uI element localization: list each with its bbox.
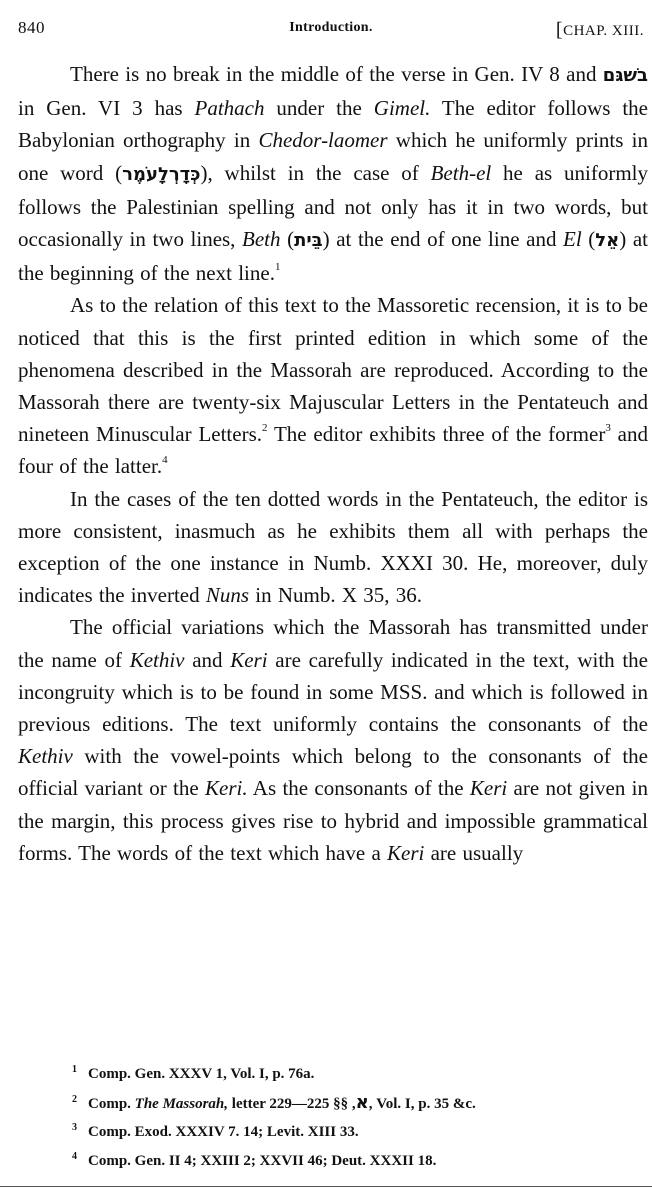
footnote-3: 3 Comp. Exod. XXXIV 7. 14; Levit. XIII 33. — [72, 1122, 359, 1140]
text-run: The official variations which the Massorah has transmitted under the name of — [18, 615, 648, 672]
text-run: There is no break in the middle of the verse in Gen. IV 8 and — [70, 62, 603, 86]
paragraph-3 — [18, 483, 648, 612]
text-run: The editor exhibits three of the former — [267, 422, 606, 447]
footnote-italic-title: The Massorah, — [134, 1095, 229, 1112]
paragraph-1 — [18, 58, 648, 289]
footnote-ref-1[interactable]: 1 — [274, 261, 281, 274]
text-run: under the — [264, 96, 374, 121]
footnote-text: Comp. Exod. XXXIV 7. 14; Levit. XIII 33. — [88, 1124, 359, 1140]
footnote-text: Comp. Gen. XXXV 1, Vol. I, p. 76a. — [88, 1066, 315, 1082]
text-run: in Gen. VI 3 has — [18, 96, 195, 121]
italic-term-chedor-laomer: Chedor-laomer — [258, 128, 388, 153]
footnote-ref-2[interactable]: 2 — [262, 422, 268, 435]
footnotes — [72, 1060, 632, 1175]
text-run: in Numb. X 35, 36. — [249, 583, 423, 608]
footnote-1: 1 Comp. Gen. XXXV 1, Vol. I, p. 76a. — [72, 1064, 315, 1082]
text-run: ( — [280, 227, 295, 252]
page-number: 840 — [18, 18, 45, 37]
italic-term-kethiv: Kethiv — [18, 744, 73, 769]
paragraph-4 — [18, 611, 648, 869]
text-run: and four of the latter. — [18, 422, 648, 479]
italic-term-keri: Keri — [469, 776, 508, 801]
text-run: he as uniformly follows the Palestinian spelling and not only has it in two words, but occasionally in two lines, — [18, 160, 648, 252]
italic-term-el: El — [563, 227, 582, 252]
footnote-text: , §§ 225—229, Vol. I, p. 35 &c. — [269, 1095, 476, 1112]
text-run: ) at the end of one line and — [322, 227, 564, 252]
italic-term-keri: Keri — [387, 840, 425, 865]
text-run: are usually — [424, 840, 524, 865]
text-run: In the cases of the ten dotted words in the Pentateuch, the editor is more consistent, inasmuch as he exhibits them all with perhaps the exception of the one instance in Numb. XXXI 30. He, moreover, duly indicates the inverted — [18, 486, 648, 608]
italic-term-nuns: Nuns — [205, 583, 250, 608]
italic-term-beth-el: Beth-el — [430, 160, 492, 185]
footnote-text: letter — [228, 1095, 270, 1112]
hebrew-word-chedorlaomer: כְּדָרְלָעֹמֶר — [122, 163, 201, 185]
text-run: As the consonants of the — [247, 776, 470, 801]
body-text — [18, 58, 648, 869]
italic-term-gimel: Gimel. — [373, 96, 431, 121]
text-run: with the vowel-points which belong to the consonants of the official variant or the — [18, 744, 648, 801]
text-run: are not given in the margin, this process gives rise to hybrid and impossible grammatical forms. The words of the text which have a — [18, 776, 648, 865]
text-run: ( — [581, 227, 596, 252]
footnote-ref-3[interactable]: 3 — [605, 422, 611, 435]
paragraph-2 — [18, 289, 648, 482]
italic-term-keri: Keri. — [205, 776, 248, 801]
footnote-text: Comp. — [88, 1095, 135, 1112]
footnote-4: 4 Comp. Gen. II 4; XXIII 2; XXVII 46; Deut. XXXII 18. — [72, 1150, 437, 1169]
text-run: which he uniformly prints in one word ( — [18, 128, 648, 185]
italic-term-pathach: Pathach — [194, 96, 265, 121]
text-run: The editor follows the Babylonian orthography in — [18, 96, 648, 153]
chapter-label: CHAP. XIII. — [563, 23, 644, 39]
italic-term-kethiv: Kethiv — [129, 647, 185, 672]
hebrew-letter-aleph: א — [355, 1091, 369, 1113]
footnote-text: Comp. Gen. II 4; XXIII 2; XXVII 46; Deut. XXXII 18. — [88, 1152, 437, 1169]
text-run: As to the relation of this text to the Massoretic recension, it is to be noticed that this is the first printed edition in which some of the phenomena described in the Massorah are reproduced. According to the Massorah there are twenty-six Majuscular Letters in the Pentateuch and nineteen Minuscular Letters. — [18, 293, 648, 447]
running-head — [18, 18, 644, 44]
footnote-ref-4[interactable]: 4 — [162, 454, 168, 467]
text-run: ), whilst in the case of — [200, 160, 431, 185]
italic-term-keri: Keri — [230, 647, 268, 672]
chapter-bracket: [ — [555, 19, 564, 41]
hebrew-word-el: אֵל — [595, 230, 620, 252]
hebrew-word-beth: בֵּית — [294, 230, 323, 252]
text-run: and — [184, 647, 231, 672]
italic-term-beth: Beth — [242, 227, 281, 252]
page-edge-rule — [0, 1186, 652, 1187]
chapter-mark — [556, 18, 644, 41]
text-run: are carefully indicated in the text, with the incongruity which is to be found in some MSS. and which is followed in previous editions. The text uniformly contains the consonants of the — [18, 647, 648, 737]
hebrew-word-bashshegam: בשׁגּם — [602, 65, 648, 86]
running-title: Introduction. — [289, 20, 373, 35]
footnote-2: 2 Comp. The Massorah, letter א, §§ 225—229, Vol. I, p. 35 &c. — [72, 1091, 476, 1113]
text-run: ) at the beginning of the next line. — [18, 227, 648, 286]
